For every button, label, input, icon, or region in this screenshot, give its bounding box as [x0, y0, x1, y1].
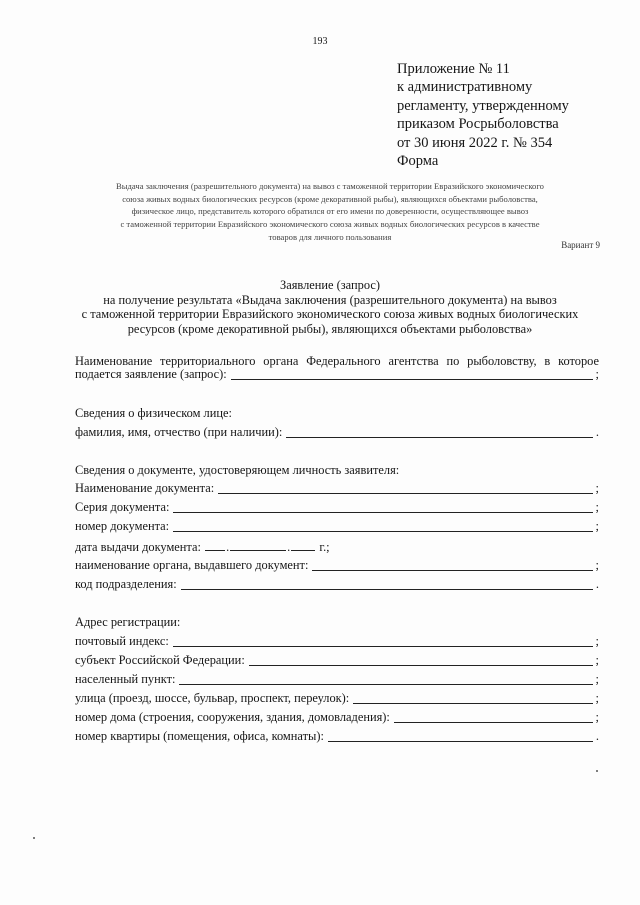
line-end: ; — [595, 672, 599, 686]
line-end: ; — [595, 653, 599, 667]
subtitle-line: Выдача заключения (разрешительного документа) на вывоз с таможенной территории Евразийского экономического — [116, 181, 544, 191]
heading-line: ресурсов (кроме декоративной рыбы), являющихся объектами рыболовства» — [127, 321, 533, 336]
house-field[interactable] — [75, 710, 599, 725]
heading-line: Заявление (запрос) — [280, 278, 380, 292]
doc-series-input-line[interactable] — [173, 511, 592, 513]
subtitle-line: товаров для личного пользования — [268, 231, 392, 242]
postal-code-label: почтовый индекс: — [75, 634, 169, 648]
page-number: 193 — [312, 36, 328, 47]
apartment-field[interactable] — [75, 729, 599, 744]
doc-name-field[interactable] — [75, 481, 599, 496]
issue-date-suffix: г.; — [319, 540, 330, 554]
line-end: ; — [595, 481, 599, 495]
doc-series-label: Серия документа: — [75, 500, 170, 514]
division-code-label: код подразделения: — [75, 577, 177, 591]
doc-name-input-line[interactable] — [218, 492, 592, 494]
doc-number-label: номер документа: — [75, 519, 170, 533]
subtitle-line: физическое лицо, представитель которого обратился от его имени по доверенности, осуществляющее вывоз — [131, 206, 529, 217]
org-name-field[interactable] — [75, 367, 599, 382]
variant-label: Вариант 9 — [561, 240, 600, 250]
locality-label: населенный пункт: — [75, 672, 176, 686]
issue-year-blank[interactable] — [291, 549, 315, 551]
house-input-line[interactable] — [394, 721, 593, 723]
appendix-line: приказом Росрыболовства — [397, 116, 559, 133]
line-end: . — [595, 577, 599, 591]
division-code-input-line[interactable] — [181, 588, 593, 590]
org-name-label: подается заявление (запрос): — [75, 367, 227, 381]
line-end: ; — [595, 367, 599, 381]
appendix-line: от 30 июня 2022 г. № 354 — [397, 134, 553, 151]
street-label: улица (проезд, шоссе, бульвар, проспект, переулок): — [75, 691, 350, 705]
full-name-input-line[interactable] — [286, 436, 593, 438]
apartment-input-line[interactable] — [328, 740, 593, 742]
line-end: . — [595, 729, 599, 743]
heading-line: с таможенной территории Евразийского экономического союза живых водных биологических — [81, 307, 579, 322]
street-input-line[interactable] — [353, 702, 592, 704]
line-end: ; — [595, 500, 599, 514]
issuer-input-line[interactable] — [312, 569, 592, 571]
postal-code-input-line[interactable] — [173, 645, 593, 647]
region-label: субъект Российской Федерации: — [75, 653, 245, 667]
division-code-field[interactable] — [75, 577, 599, 592]
form-heading — [60, 278, 600, 336]
region-field[interactable] — [75, 653, 599, 668]
issue-date-field[interactable]: дата выдачи документа: . . г.; — [75, 540, 330, 554]
issue-month-blank[interactable] — [230, 549, 286, 551]
apartment-label: номер квартиры (помещения, офиса, комнаты): — [75, 729, 324, 743]
locality-input-line[interactable] — [179, 683, 592, 685]
appendix-header — [397, 60, 569, 170]
line-end: . — [595, 425, 599, 439]
full-name-label: фамилия, имя, отчество (при наличии): — [75, 425, 283, 439]
issuer-label: наименование органа, выдавшего документ: — [75, 558, 309, 572]
doc-number-input-line[interactable] — [173, 530, 592, 532]
full-name-field[interactable] — [75, 425, 599, 440]
person-section-title: Сведения о физическом лице: — [75, 406, 232, 420]
doc-number-field[interactable] — [75, 519, 599, 534]
locality-field[interactable] — [75, 672, 599, 687]
service-subtitle — [60, 180, 600, 244]
address-section-title: Адрес регистрации: — [75, 615, 181, 629]
line-end: ; — [595, 634, 599, 648]
issue-date-label: дата выдачи документа: — [75, 540, 201, 554]
appendix-line: к административному — [397, 79, 533, 96]
street-field[interactable] — [75, 691, 599, 706]
postal-code-field[interactable] — [75, 634, 599, 649]
appendix-line: регламенту, утвержденному — [397, 97, 569, 114]
appendix-line: Форма — [397, 153, 439, 170]
subtitle-line: с таможенной территории Евразийского экономического союза живых водных биологических ресурсов в качестве — [120, 219, 540, 230]
line-end: ; — [595, 691, 599, 705]
org-name-input-line[interactable] — [231, 378, 593, 380]
heading-line: на получение результата «Выдача заключения (разрешительного документа) на вывоз — [103, 292, 557, 307]
house-label: номер дома (строения, сооружения, здания, домовладения): — [75, 710, 390, 724]
line-end: ; — [595, 710, 599, 724]
appendix-line: Приложение № 11 — [397, 61, 510, 77]
line-end: ; — [595, 519, 599, 533]
region-input-line[interactable] — [249, 664, 593, 666]
doc-series-field[interactable] — [75, 500, 599, 515]
subtitle-line: союза живых водных биологических ресурсов (кроме декоративной рыбы), являющихся объектами рыболовства, — [122, 193, 538, 204]
scan-speck — [33, 837, 35, 839]
org-name-text: Наименование территориального органа Федерального агентства по рыболовству, в которое — [75, 354, 599, 368]
doc-name-label: Наименование документа: — [75, 481, 215, 495]
id-doc-section-title: Сведения о документе, удостоверяющем личность заявителя: — [75, 463, 400, 477]
line-end: ; — [595, 558, 599, 572]
scan-speck — [596, 770, 598, 772]
issue-day-blank[interactable] — [205, 549, 225, 551]
issuer-field[interactable] — [75, 558, 599, 573]
